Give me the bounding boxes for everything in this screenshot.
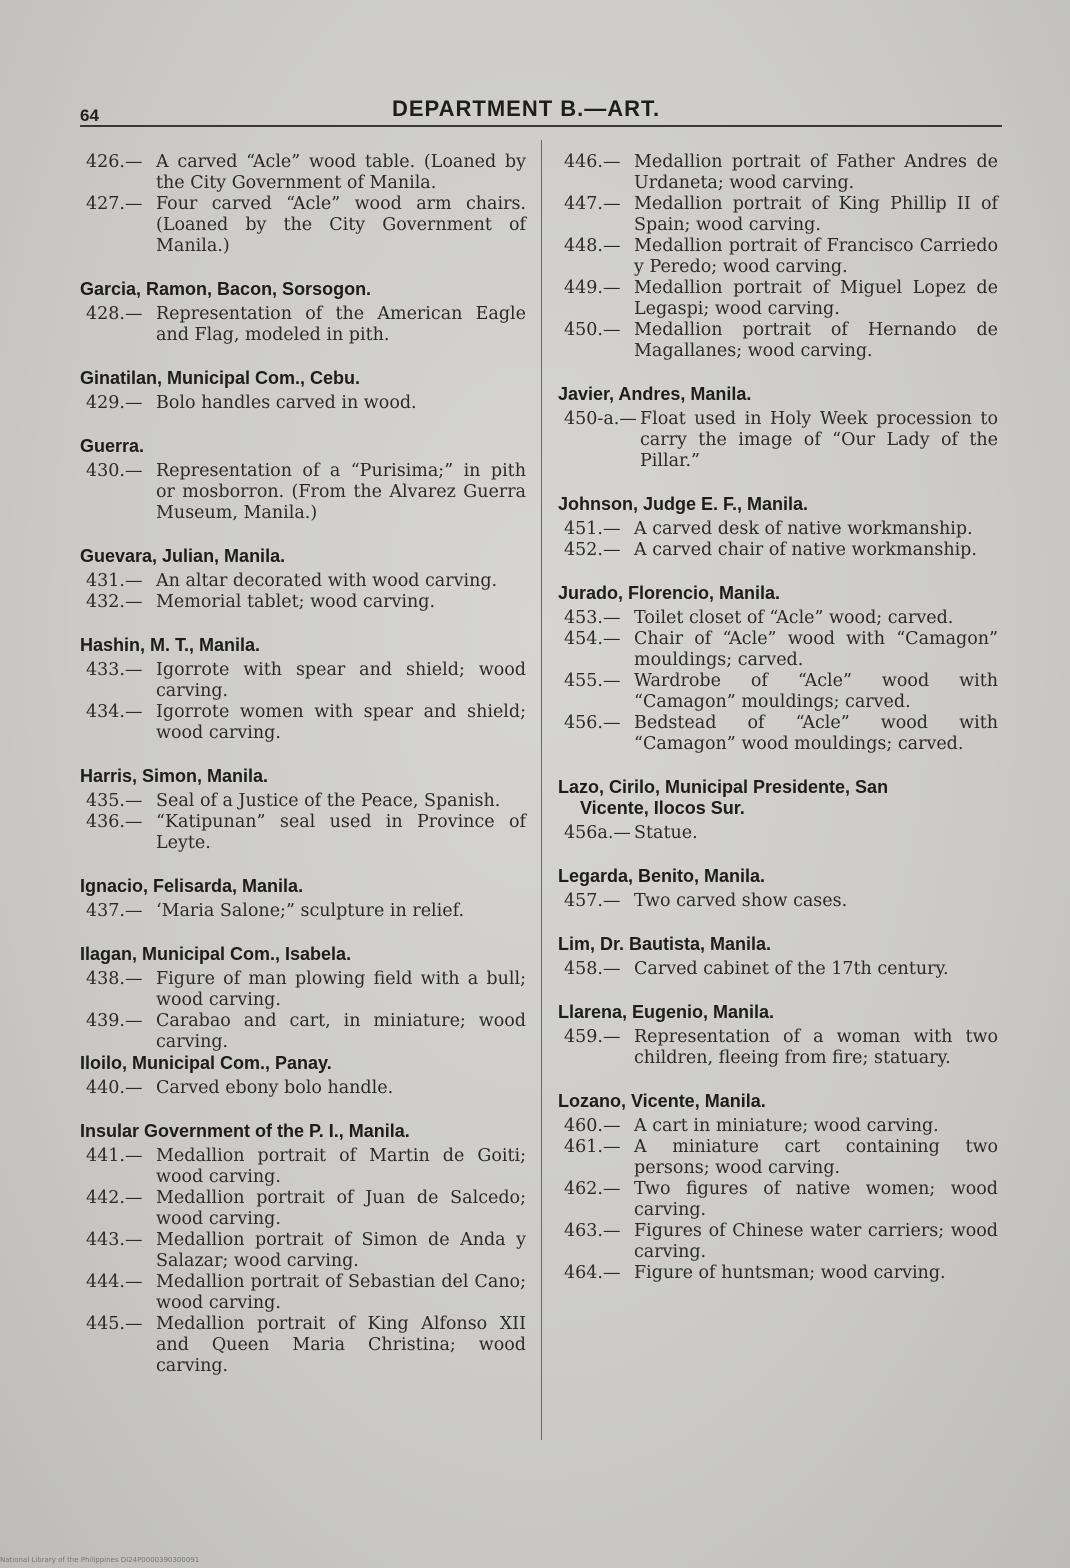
- entry-number: 435.—: [86, 791, 143, 811]
- entry-text: A cart in miniature; wood carving.: [634, 1116, 939, 1136]
- catalog-entry: [564, 1221, 1000, 1263]
- entry-number: 440.—: [86, 1078, 143, 1098]
- entry-number: 456a.—: [564, 823, 631, 843]
- exhibitor-name: Legarda, Benito, Manila.: [558, 866, 766, 886]
- entry-text: ‘Maria Salone;” sculpture in relief.: [156, 901, 465, 921]
- entry-text: Bolo handles carved in wood.: [156, 393, 417, 413]
- entry-number: 457.—: [564, 891, 621, 911]
- entry-text: Representation of the American Eagle and Flag, modeled in pith.: [156, 304, 526, 345]
- exhibitor-name: Iloilo, Municipal Com., Panay.: [80, 1053, 332, 1073]
- exhibitor-heading: [80, 1121, 528, 1142]
- catalog-entry: [86, 194, 528, 257]
- entry-number: 427.—: [86, 194, 143, 214]
- entry-text: Medallion portrait of King Alfonso XII and Queen Maria Christina; wood carving.: [156, 1314, 526, 1376]
- exhibitor-heading: [80, 436, 528, 457]
- column-divider: [541, 140, 542, 1440]
- catalog-entry: [564, 1027, 1000, 1069]
- catalog-entry: [86, 152, 528, 194]
- entry-number: 447.—: [564, 194, 621, 214]
- entry-text: Carved cabinet of the 17th century.: [634, 959, 949, 979]
- exhibitor-heading: [80, 546, 528, 567]
- catalog-entry: [86, 901, 528, 922]
- exhibitor-heading: [80, 876, 528, 897]
- catalog-entry: [86, 660, 528, 702]
- catalog-entry: [86, 969, 528, 1011]
- entry-text: Seal of a Justice of the Peace, Spanish.: [156, 791, 501, 811]
- entry-number: 461.—: [564, 1137, 621, 1157]
- page-number: 64: [80, 106, 99, 125]
- exhibitor-heading: [80, 368, 528, 389]
- entry-number: 451.—: [564, 519, 621, 539]
- catalog-entry: [564, 671, 1000, 713]
- exhibitor-name: Guerra.: [80, 436, 145, 456]
- entry-number: 463.—: [564, 1221, 621, 1241]
- catalog-entry: [86, 461, 528, 524]
- catalog-entry: [564, 608, 1000, 629]
- catalog-entry: [86, 1230, 528, 1272]
- entry-number: 462.—: [564, 1179, 621, 1199]
- entry-number: 444.—: [86, 1272, 143, 1292]
- exhibitor-heading: [80, 766, 528, 787]
- exhibitor-name: Ignacio, Felisarda, Manila.: [80, 876, 304, 896]
- entry-number: 432.—: [86, 592, 143, 612]
- catalog-entry: [564, 236, 1000, 278]
- catalog-entry: [86, 812, 528, 854]
- catalog-entry: [86, 1188, 528, 1230]
- entry-text: Memorial tablet; wood carving.: [156, 592, 436, 612]
- entry-text: Bedstead of “Acle” wood with “Camagon” wood mouldings; carved.: [634, 713, 998, 754]
- entry-number: 458.—: [564, 959, 621, 979]
- entry-number: 452.—: [564, 540, 621, 560]
- entry-number: 437.—: [86, 901, 143, 921]
- entry-text: An altar decorated with wood carving.: [156, 571, 498, 591]
- entry-number: 453.—: [564, 608, 621, 628]
- catalog-entry: [564, 891, 1000, 912]
- exhibitor-name: Insular Government of the P. I., Manila.: [80, 1121, 410, 1141]
- scan-footer: National Library of the Philippines DI24P0000390300091: [0, 1556, 200, 1564]
- exhibitor-heading: [80, 279, 528, 300]
- entry-text: Figures of Chinese water carriers; wood carving.: [634, 1221, 998, 1262]
- entry-text: Igorrote with spear and shield; wood carving.: [156, 660, 526, 701]
- entry-number: 433.—: [86, 660, 143, 680]
- catalog-entry: [86, 1314, 528, 1377]
- exhibitor-heading: [80, 635, 528, 656]
- exhibitor-name-continued: Vicente, Ilocos Sur.: [580, 798, 745, 818]
- entry-number: 429.—: [86, 393, 143, 413]
- exhibitor-heading: [558, 494, 1000, 515]
- header-rule: [80, 125, 1002, 127]
- catalog-entry: [86, 571, 528, 592]
- exhibitor-heading: [80, 944, 528, 965]
- entry-text: Two carved show cases.: [634, 891, 848, 911]
- entry-text: Medallion portrait of Sebastian del Cano; wood carving.: [156, 1272, 526, 1313]
- right-column: [558, 152, 1000, 1284]
- catalog-entry: [564, 152, 1000, 194]
- exhibitor-heading: [558, 583, 1000, 604]
- entry-number: 454.—: [564, 629, 621, 649]
- entry-number: 436.—: [86, 812, 143, 832]
- entry-number: 448.—: [564, 236, 621, 256]
- entry-number: 441.—: [86, 1146, 143, 1166]
- exhibitor-name: Llarena, Eugenio, Manila.: [558, 1002, 775, 1022]
- exhibitor-heading: [80, 1053, 528, 1074]
- catalog-entry: [564, 959, 1000, 980]
- entry-text: Statue.: [634, 823, 698, 843]
- catalog-entry: [86, 702, 528, 744]
- catalog-entry: [564, 1179, 1000, 1221]
- entry-text: Float used in Holy Week procession to carry the image of “Our Lady of the Pillar.”: [640, 409, 998, 471]
- exhibitor-name: Ginatilan, Municipal Com., Cebu.: [80, 368, 361, 388]
- exhibitor-heading: [558, 777, 1000, 819]
- catalog-entry: [86, 393, 528, 414]
- entry-text: Medallion portrait of Father Andres de Urdaneta; wood carving.: [634, 152, 998, 193]
- entry-text: Igorrote women with spear and shield; wood carving.: [156, 702, 526, 743]
- entry-text: Representation of a “Purisima;” in pith or mosborron. (From the Alvarez Guerra Museum, Manila.): [156, 461, 526, 523]
- entry-number: 442.—: [86, 1188, 143, 1208]
- exhibitor-name: Lazo, Cirilo, Municipal Presidente, San: [558, 777, 889, 797]
- entry-number: 428.—: [86, 304, 143, 324]
- entry-number: 434.—: [86, 702, 143, 722]
- entry-text: Medallion portrait of Hernando de Magallanes; wood carving.: [634, 320, 998, 361]
- entry-text: Toilet closet of “Acle” wood; carved.: [634, 608, 954, 628]
- catalog-entry: [564, 713, 1000, 755]
- entry-text: Carabao and cart, in miniature; wood carving.: [156, 1011, 526, 1052]
- catalog-entry: [564, 1137, 1000, 1179]
- exhibitor-name: Javier, Andres, Manila.: [558, 384, 752, 404]
- exhibitor-name: Ilagan, Municipal Com., Isabela.: [80, 944, 352, 964]
- entry-text: Four carved “Acle” wood arm chairs. (Loaned by the City Government of Manila.): [156, 194, 526, 256]
- entry-number: 459.—: [564, 1027, 621, 1047]
- entry-number: 450-a.—: [564, 409, 637, 429]
- entry-number: 426.—: [86, 152, 143, 172]
- catalog-entry: [86, 592, 528, 613]
- entry-number: 438.—: [86, 969, 143, 989]
- exhibitor-heading: [558, 1002, 1000, 1023]
- entry-number: 464.—: [564, 1263, 621, 1283]
- entry-text: Figure of huntsman; wood carving.: [634, 1263, 946, 1283]
- entry-text: Medallion portrait of Simon de Anda y Salazar; wood carving.: [156, 1230, 526, 1271]
- catalog-entry: [86, 304, 528, 346]
- entry-number: 460.—: [564, 1116, 621, 1136]
- exhibitor-heading: [558, 866, 1000, 887]
- entry-text: Medallion portrait of Miguel Lopez de Legaspi; wood carving.: [634, 278, 998, 319]
- entry-number: 449.—: [564, 278, 621, 298]
- running-title: DEPARTMENT B.—ART.: [392, 96, 661, 121]
- entry-number: 446.—: [564, 152, 621, 172]
- exhibitor-name: Lozano, Vicente, Manila.: [558, 1091, 766, 1111]
- entry-text: Medallion portrait of Francisco Carriedo y Peredo; wood carving.: [634, 236, 998, 277]
- exhibitor-name: Guevara, Julian, Manila.: [80, 546, 286, 566]
- entry-number: 456.—: [564, 713, 621, 733]
- entry-number: 450.—: [564, 320, 621, 340]
- exhibitor-name: Johnson, Judge E. F., Manila.: [558, 494, 809, 514]
- left-column: [80, 152, 528, 1377]
- exhibitor-name: Hashin, M. T., Manila.: [80, 635, 261, 655]
- entry-number: 439.—: [86, 1011, 143, 1031]
- entry-text: A carved “Acle” wood table. (Loaned by the City Government of Manila.: [156, 152, 526, 193]
- entry-text: Medallion portrait of King Phillip II of Spain; wood carving.: [634, 194, 998, 235]
- entry-text: Two figures of native women; wood carving.: [634, 1179, 998, 1220]
- entry-text: Medallion portrait of Martin de Goiti; wood carving.: [156, 1146, 526, 1187]
- catalog-entry: [564, 278, 1000, 320]
- entry-text: Figure of man plowing field with a bull; wood carving.: [156, 969, 526, 1010]
- catalog-entry: [564, 1263, 1000, 1284]
- exhibitor-name: Garcia, Ramon, Bacon, Sorsogon.: [80, 279, 372, 299]
- exhibitor-heading: [558, 1091, 1000, 1112]
- catalog-entry: [86, 1078, 528, 1099]
- catalog-entry: [564, 320, 1000, 362]
- entry-text: Medallion portrait of Juan de Salcedo; wood carving.: [156, 1188, 526, 1229]
- catalog-entry: [86, 1146, 528, 1188]
- entry-text: Carved ebony bolo handle.: [156, 1078, 394, 1098]
- entry-text: A carved desk of native workmanship.: [634, 519, 973, 539]
- entry-text: Representation of a woman with two children, fleeing from fire; statuary.: [634, 1027, 998, 1068]
- entry-number: 443.—: [86, 1230, 143, 1250]
- entry-number: 430.—: [86, 461, 143, 481]
- exhibitor-name: Harris, Simon, Manila.: [80, 766, 269, 786]
- entry-number: 445.—: [86, 1314, 143, 1334]
- exhibitor-name: Lim, Dr. Bautista, Manila.: [558, 934, 772, 954]
- exhibitor-heading: [558, 384, 1000, 405]
- catalog-entry: [86, 791, 528, 812]
- catalog-entry: [564, 409, 1000, 472]
- catalog-entry: [86, 1011, 528, 1053]
- entry-text: Chair of “Acle” wood with “Camagon” mouldings; carved.: [634, 629, 998, 670]
- catalog-entry: [86, 1272, 528, 1314]
- catalog-entry: [564, 1116, 1000, 1137]
- catalog-entry: [564, 823, 1000, 844]
- entry-text: “Katipunan” seal used in Province of Leyte.: [156, 812, 526, 853]
- entry-number: 455.—: [564, 671, 621, 691]
- exhibitor-name: Jurado, Florencio, Manila.: [558, 583, 781, 603]
- entry-text: A miniature cart containing two persons; wood carving.: [634, 1137, 998, 1178]
- entry-text: A carved chair of native workmanship.: [634, 540, 977, 560]
- catalog-entry: [564, 629, 1000, 671]
- entry-text: Wardrobe of “Acle” wood with “Camagon” mouldings; carved.: [634, 671, 998, 712]
- exhibitor-heading: [558, 934, 1000, 955]
- catalog-entry: [564, 519, 1000, 540]
- catalog-entry: [564, 194, 1000, 236]
- entry-number: 431.—: [86, 571, 143, 591]
- catalog-entry: [564, 540, 1000, 561]
